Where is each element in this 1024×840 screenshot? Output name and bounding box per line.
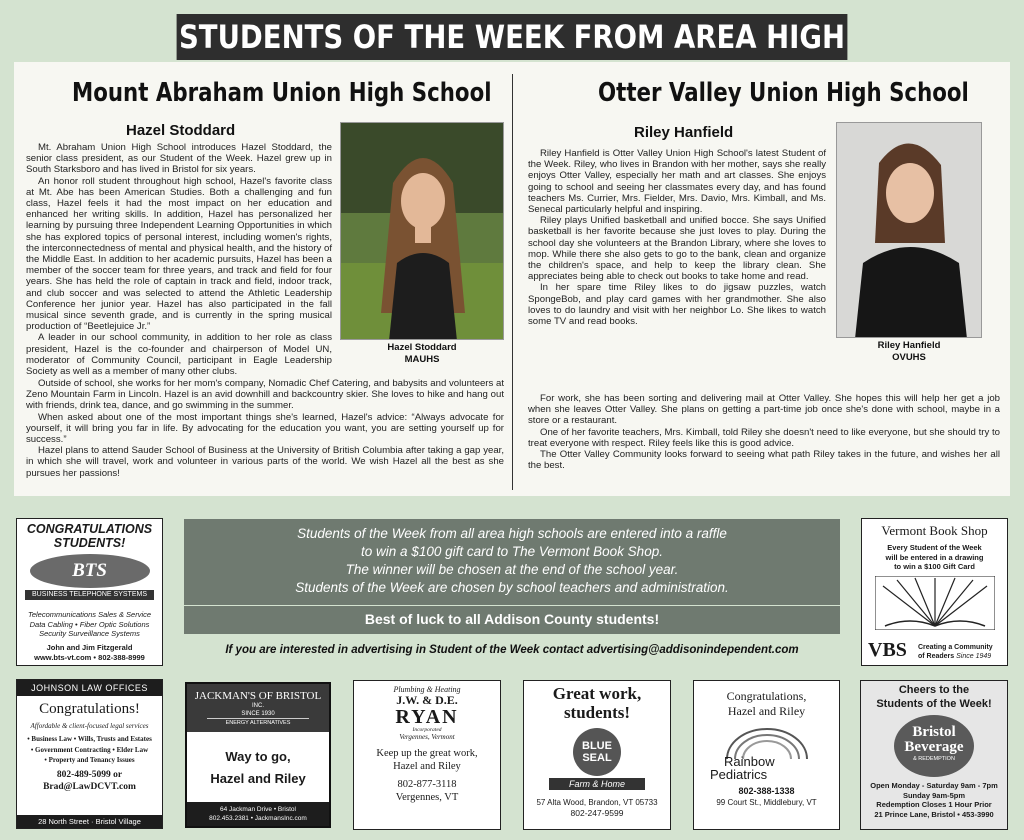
ad-bristol-beverage [860, 680, 1008, 830]
paragraph: Hazel plans to attend Sauder School of Business at the University of British Columbia after taking a gap year, in which she will travel, work and volunteer in various parts of the world. We wish Hazel all the best as she pursues her passions! [26, 445, 504, 479]
article-body-left-bottom [26, 378, 504, 479]
raffle-line: to win a $100 gift card to The Vermont Book Shop. [361, 544, 663, 559]
raffle-line: Students of the Week are chosen by school teachers and administration. [295, 580, 729, 595]
good-luck-banner: Best of luck to all Addison County students! [184, 606, 840, 634]
ad-jackmans [185, 682, 331, 828]
paragraph: Riley plays Unified basketball and unified bocce. She says Unified basketball is her favorite because she just loves to play. During the school day she volunteers at the Brandon Library, where she loves to mop. While there she also gets to go to the bank, clean and organize the children's space, and help to keep the library clean. She appreciates being able to check out books to take home and read. [528, 215, 826, 283]
raffle-line: The winner will be chosen at the end of the school year. [345, 562, 679, 577]
bts-logo-sub: BUSINESS TELEPHONE SYSTEMS [25, 590, 154, 600]
raffle-box [184, 519, 840, 605]
ad-phone: 802-388-1338 [738, 786, 795, 796]
tagline-text: of Readers [918, 653, 955, 660]
ad-address: 64 Jackman Drive • Bristol [220, 806, 296, 813]
ad-name: JOHNSON LAW OFFICES [17, 680, 162, 696]
ad-inc: INC. [252, 703, 264, 709]
student-photo-right [836, 122, 982, 338]
jackmans-logo [187, 684, 329, 732]
paragraph: An honor roll student throughout high school, Hazel's favorite class at Mt. Abe has been American Studies. Both a challenging and fun class, Hazel feels it had the most impact on her education and enhanced her writing skills. In addition, Hazel has personalized her learning by pursuing three Independent Learning Opportunities in which she has explored topics of personal interest, including women's rights, the interconnectedness of mental and physical health, and the history of the Middle East. In addition to her academic pursuits, Hazel has been a member of the soccer team for three years, and track and field for four years. She has held the role of captain in track and field, indoor track, and club soccer and was selected to attend the Athletic Leadership Conference her junior year. Hazel has also participated in the fall musical since seventh grade, and is currently in the spring musical production of “Beetlejuice Jr.” [26, 175, 332, 333]
ad-phone: 802-877-3118 [397, 779, 457, 790]
ad-bts [16, 518, 163, 666]
ad-inc: Incorporated [412, 727, 442, 733]
ad-msg: Hazel and Riley [393, 761, 461, 772]
raffle-line: Students of the Week from all area high schools are entered into a raffle [297, 526, 727, 541]
ad-tagline [918, 643, 993, 661]
ad-email: Brad@LawDCVT.com [43, 781, 136, 792]
caption-school: MAUHS [404, 354, 440, 365]
ad-address: 99 Court St., Middlebury, VT [716, 798, 817, 807]
ad-hours [861, 781, 1007, 819]
article-body-right-bottom [528, 393, 1000, 471]
ad-logo: Pediatrics [710, 767, 768, 782]
ad-address: 57 Alta Wood, Brandon, VT 05733 [536, 798, 658, 807]
bts-logo: BTS [30, 554, 150, 588]
ad-footer [187, 802, 329, 826]
ad-text [862, 543, 1007, 572]
ad-msg: students! [563, 703, 631, 722]
logo-line: & REDEMPTION [913, 756, 955, 762]
ad-blue-seal [523, 680, 671, 830]
ad-line: Security Surveillance Systems [39, 629, 140, 638]
ad-congrats: Congratulations! [39, 701, 140, 717]
ad-contact: www.bts-vt.com • 802-388-8999 [34, 652, 145, 662]
ad-msg: Congratulations, [726, 689, 807, 703]
vbs-initials: VBS [868, 639, 907, 661]
ad-owners: John and Jim Fitzgerald [46, 642, 133, 652]
ad-arc: Plumbing & Heating [393, 685, 461, 694]
ad-msg: Hazel and Riley [210, 771, 306, 786]
paragraph: Riley Hanfield is Otter Valley Union High School's latest Student of the Week. Riley, who lives in Brandon with her mother, says she really enjoys Otter Valley, especially her math and art classes. She enjoys going to school and seeing her classmates every day, and has found teachers Ms. Currier, Mrs. Fielder, Mrs. Davio, Mrs. Kimball, and Ms. Senecal particularly helpful and inspiring. [528, 148, 826, 216]
ad-banner: Farm & Home [549, 778, 645, 790]
blue-seal-logo [573, 728, 621, 776]
paragraph: Mt. Abraham Union High School introduces Hazel Stoddard, the senior class president, as our Student of the Week. Hazel grew up in South Starksboro and has lived in Bristol for six years. [26, 142, 332, 176]
ad-line: Telecommunications Sales & Service [27, 610, 152, 619]
student-name-left: Hazel Stoddard [126, 122, 236, 139]
student-photo-left [340, 122, 504, 340]
ad-line: Creating a Community [918, 644, 993, 651]
ad-line: 21 Prince Lane, Bristol • 453-3990 [874, 809, 994, 819]
ad-since: SINCE 1930 [241, 711, 275, 717]
paragraph: One of her favorite teachers, Mrs. Kimball, told Riley she doesn't need to like everyone, but she should try to treat everyone with respect. Riley feels like this is good advice. [528, 426, 1000, 449]
caption-school: OVUHS [892, 352, 926, 363]
ad-city: Vergennes, VT [395, 792, 459, 803]
ad-jw-de-ryan [353, 680, 501, 830]
logo-line: Beverage [904, 739, 964, 755]
ad-line: Open Monday - Saturday 9am - 7pm [870, 781, 998, 790]
ad-services [17, 610, 162, 639]
since-text: Since 1949 [956, 653, 992, 660]
article-body-right-top [528, 148, 826, 327]
school-name-left: Mount Abraham Union High School [72, 78, 492, 108]
logo-line: Bristol [912, 724, 956, 740]
ad-contact: 802.453.2381 • JackmansInc.com [209, 815, 307, 822]
caption-name: Hazel Stoddard [387, 342, 457, 353]
ad-msg: Students of the Week! [876, 698, 992, 710]
article-body-left-top [26, 142, 332, 377]
ad-line [918, 652, 993, 661]
advertising-contact: If you are interested in advertising in Student of the Week contact advertising@addisonindependent.com [225, 644, 799, 656]
photo-caption-right [836, 340, 982, 364]
column-divider [512, 74, 513, 490]
ad-msg: Great work, [552, 684, 642, 703]
ad-line: Redemption Closes 1 Hour Prior [876, 800, 992, 809]
paragraph: A leader in our school community, in addition to her role as class president, Hazel is the co-founder and chairperson of Model UN, moderator of Community Council, participant in Eagle Leadership Society as well as a member of many other clubs. [26, 332, 332, 378]
ad-phone: 802-489-5099 or [56, 769, 123, 780]
ad-name: RYAN [395, 706, 459, 728]
ad-line: • Business Law • Wills, Trusts and Estates [27, 735, 152, 743]
ad-msg: Cheers to the [898, 684, 970, 696]
paragraph: Outside of school, she works for her mom's company, Nomadic Chef Catering, and babysits and volunteers at Zeno Mountain Farm in Lincoln. Hazel is an avid downhill and backcountry skier. She loves to hike and hang out with friends, drink tea, dance, and go swimming in the summer. [26, 378, 504, 412]
ad-name: JACKMAN'S OF BRISTOL [194, 690, 322, 702]
ad-headline: CONGRATULATIONS [26, 522, 153, 536]
ad-line: Every Student of the Week [887, 543, 982, 552]
student-name-right: Riley Hanfield [634, 124, 734, 141]
ad-vermont-book-shop [861, 518, 1008, 666]
ad-sub: Affordable & client-focused legal services [30, 722, 149, 730]
ad-line: • Government Contracting • Elder Law [30, 745, 149, 754]
ad-name: Vermont Book Shop [881, 523, 988, 538]
ad-phone: 802-247-9599 [570, 808, 624, 818]
ad-line: will be entered in a drawing [885, 552, 984, 562]
ad-msg: Way to go, [225, 749, 291, 764]
ad-msg: Keep up the great work, [376, 748, 478, 759]
ad-logo: Rainbow [724, 754, 775, 769]
ad-johnson-law [16, 679, 163, 829]
logo-line: SEAL [582, 752, 612, 764]
ad-jw: J.W. & D.E. [396, 693, 458, 707]
ad-energy: ENERGY ALTERNATIVES [207, 718, 309, 727]
ad-line: Sunday 9am-5pm [902, 790, 966, 800]
ad-line: Data Cabling • Fiber Optic Solutions [29, 619, 150, 629]
ad-line: to win a $100 Gift Card [894, 562, 975, 571]
school-name-right: Otter Valley Union High School [598, 78, 969, 108]
ad-line: • Property and Tenancy Issues [44, 756, 135, 764]
ad-address: 28 North Street · Bristol Village [17, 815, 162, 828]
ad-msg: Hazel and Riley [727, 704, 806, 718]
book-sunburst-icon [875, 576, 995, 630]
bristol-beverage-logo [894, 715, 974, 777]
ad-rainbow-pediatrics [693, 680, 840, 830]
ad-town: Vergennes, Vermont [399, 733, 455, 741]
ad-services [17, 734, 162, 766]
paragraph: The Otter Valley Community looks forward to seeing what path Riley takes in the future, and wishes her all the best. [528, 449, 1000, 472]
logo-line: BLUE [582, 740, 612, 752]
paragraph: When asked about one of the most important things she's learned, Hazel's advice: “Always advocate for yourself, it will bring you far in life. By advocating for the education you want, you are setting yourself up for success.” [26, 411, 504, 446]
page-title: STUDENTS OF THE WEEK FROM AREA HIGH [177, 14, 848, 60]
caption-name: Riley Hanfield [877, 340, 941, 351]
paragraph: In her spare time Riley likes to do jigsaw puzzles, watch SpongeBob, and play card games with her grandmother. She also loves to do laundry and visit with her neighbor Lo. She likes to watch some TV and read books. [528, 282, 826, 328]
ad-headline: STUDENTS! [53, 536, 126, 550]
photo-caption-left [340, 342, 504, 366]
paragraph: For work, she has been sorting and delivering mail at Otter Valley. She hopes this will help her get a job when she leaves Otter Valley. She plans on getting a part-time job once she's done with school, maybe in a store or a restaurant. [528, 393, 1000, 427]
